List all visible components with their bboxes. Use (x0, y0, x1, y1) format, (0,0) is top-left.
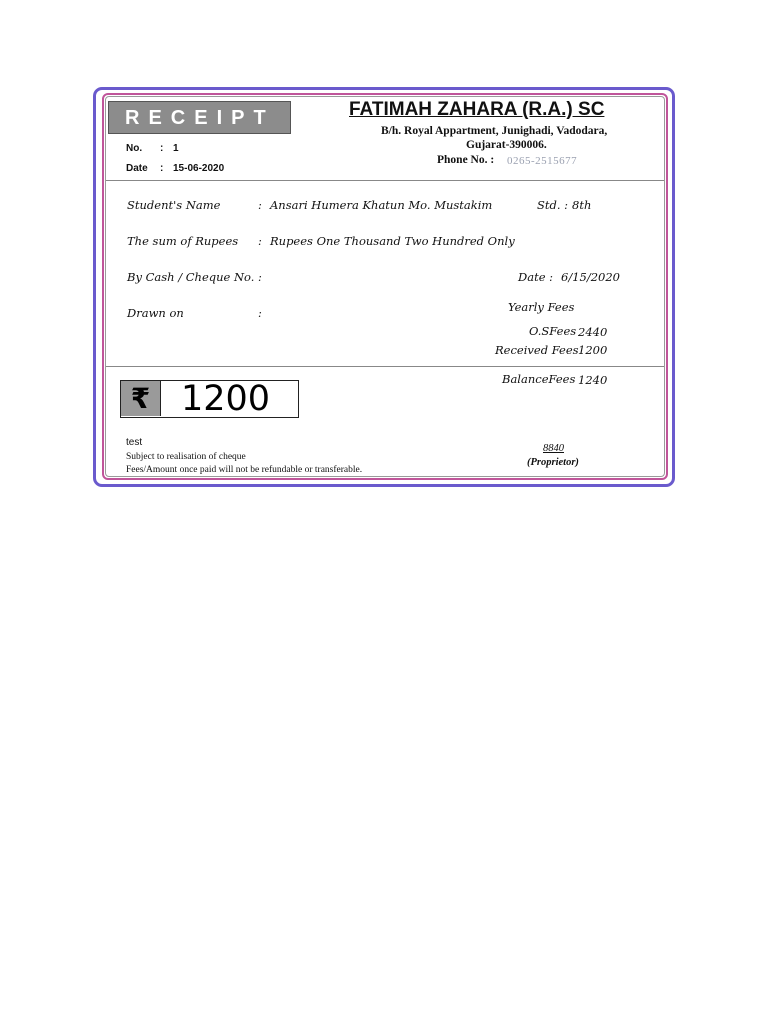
cash-cheque-colon: : (258, 270, 262, 284)
school-address-line2: Gujarat-390006. (466, 139, 547, 151)
cash-cheque-label: By Cash / Cheque No. (127, 270, 255, 284)
school-address-line1: B/h. Royal Appartment, Junighadi, Vadodara, (381, 125, 608, 137)
drawn-on-colon: : (258, 306, 262, 320)
balance-fees-value: 1240 (578, 373, 608, 387)
student-name-colon: : (258, 198, 262, 212)
receipt-date-colon: : (160, 163, 164, 174)
remark-text: test (126, 437, 143, 448)
refund-note: Fees/Amount once paid will not be refundable or transferable. (126, 465, 363, 475)
proprietor-label: (Proprietor) (527, 457, 579, 468)
student-name-label: Student's Name (127, 198, 221, 212)
std-label: Std. : (537, 198, 569, 212)
phone-value: 0265-2515677 (507, 155, 578, 167)
os-fees-value: 2440 (578, 325, 608, 339)
yearly-fees-label: Yearly Fees (508, 300, 575, 314)
cheque-note: Subject to realisation of cheque (126, 452, 246, 462)
student-name-value: Ansari Humera Khatun Mo. Mustakim (270, 198, 493, 212)
signature-value: 8840 (543, 443, 564, 454)
balance-fees-label: BalanceFees (502, 372, 576, 386)
received-fees-value: 1200 (578, 343, 608, 357)
amount-box (120, 380, 299, 418)
rupee-icon: ₹ (121, 381, 161, 416)
receipt-no-value: 1 (173, 143, 179, 154)
receipt-no-colon: : (160, 143, 164, 154)
received-fees-label: Received Fees (495, 343, 579, 357)
sum-value: Rupees One Thousand Two Hundred Only (270, 234, 515, 248)
os-fees-label: O.SFees (529, 324, 577, 338)
sum-label: The sum of Rupees (127, 234, 239, 248)
receipt-date-value: 15-06-2020 (173, 163, 225, 174)
receipt-date-label: Date (126, 163, 148, 174)
sum-colon: : (258, 234, 262, 248)
header-divider (106, 180, 664, 181)
receipt-content-border (105, 96, 665, 477)
phone-label: Phone No. : (437, 154, 495, 166)
receipt-no-label: No. (126, 143, 143, 154)
amount-value: 1200 (181, 379, 271, 419)
payment-date-label: Date : (518, 270, 554, 284)
body-divider (106, 366, 664, 367)
drawn-on-label: Drawn on (127, 306, 184, 320)
receipt-title: RECEIPT (108, 101, 291, 134)
std-value: 8th (572, 198, 592, 212)
payment-date-value: 6/15/2020 (561, 270, 620, 284)
school-name: FATIMAH ZAHARA (R.A.) SC (349, 99, 605, 120)
